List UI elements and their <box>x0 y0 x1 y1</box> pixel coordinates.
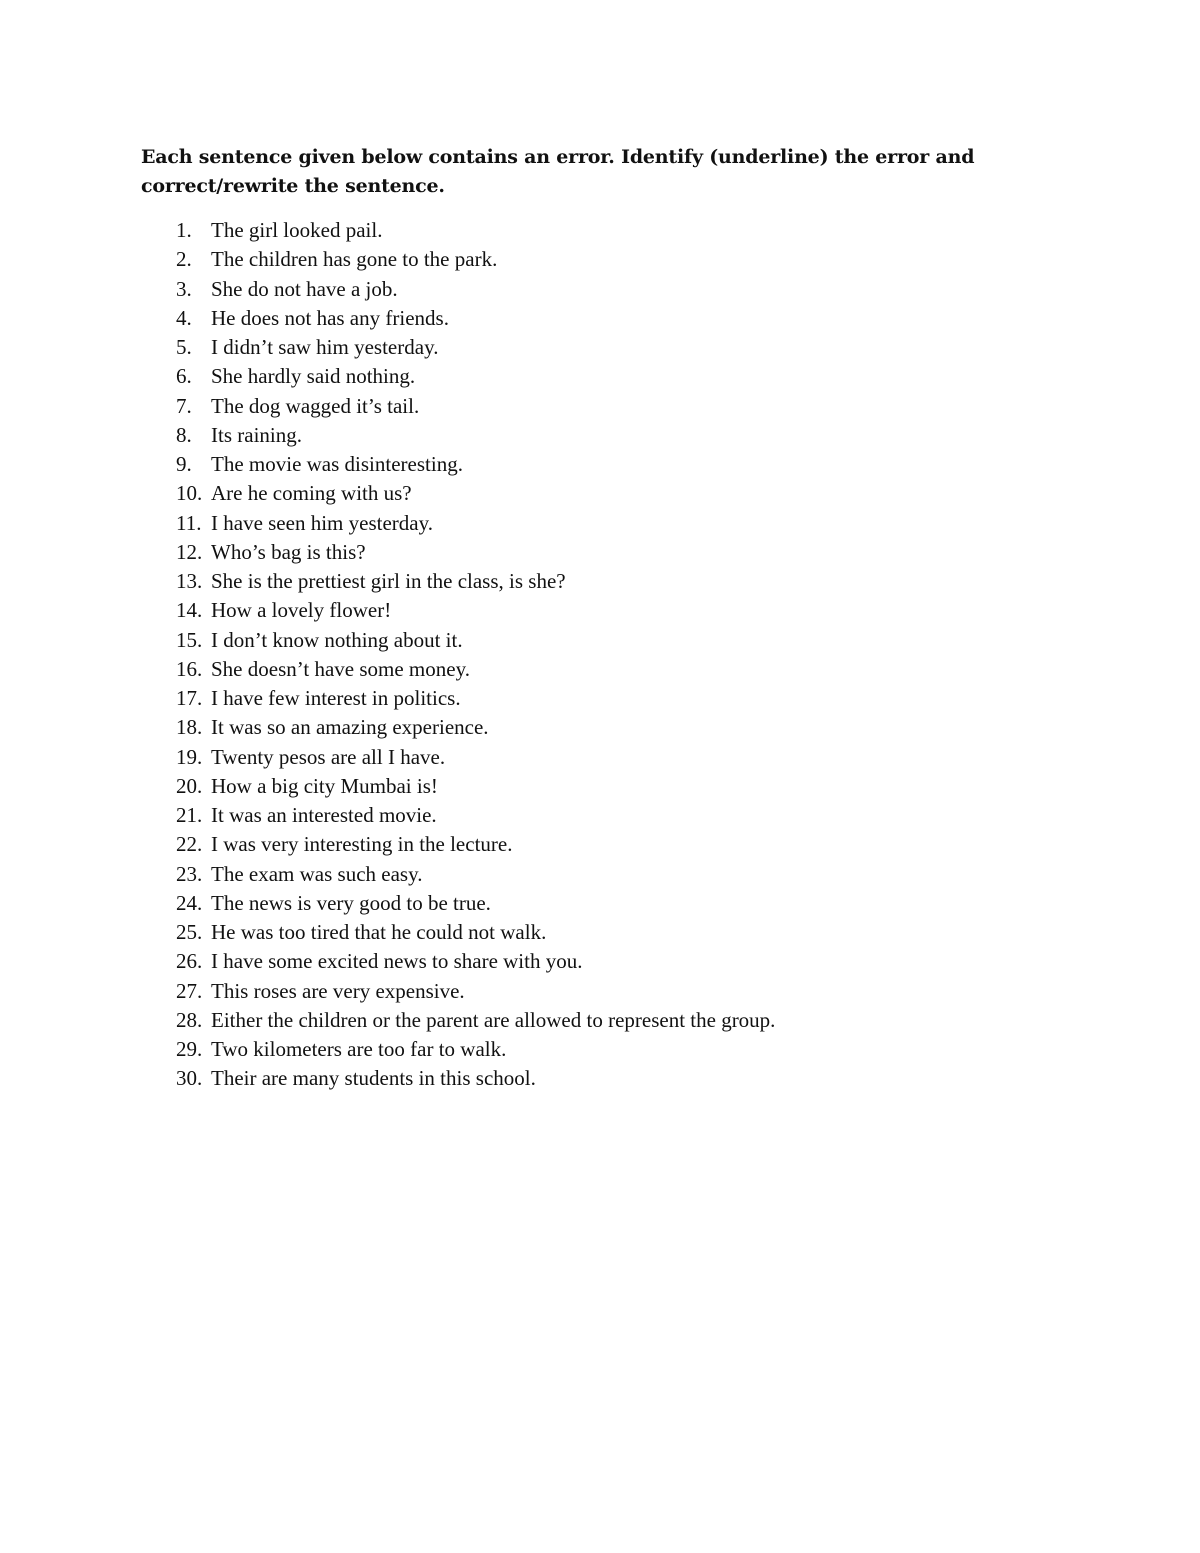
item-sentence: The children has gone to the park. <box>211 247 498 272</box>
item-number: 9. <box>176 452 192 476</box>
item-sentence: How a big city Mumbai is! <box>211 773 438 798</box>
list-item <box>0 830 1200 859</box>
list-item <box>0 596 1200 625</box>
item-number: 30. <box>176 1066 203 1091</box>
item-sentence: Are he coming with us? <box>211 481 412 506</box>
item-sentence: He was too tired that he could not walk. <box>211 920 547 944</box>
item-sentence: I didn’t saw him yesterday. <box>211 335 439 359</box>
list-item <box>0 304 1200 333</box>
item-number: 15. <box>176 627 203 652</box>
item-number: 19. <box>176 744 203 769</box>
list-item <box>0 479 1200 508</box>
list-item <box>0 275 1200 304</box>
list-item <box>0 567 1200 596</box>
list-item <box>0 801 1200 830</box>
list-item <box>0 1064 1200 1093</box>
list-item <box>0 245 1200 274</box>
item-number: 26. <box>176 949 203 974</box>
list-item <box>0 333 1200 362</box>
item-number: 28. <box>176 1007 203 1032</box>
item-number: 24. <box>176 890 203 915</box>
item-sentence: I have few interest in politics. <box>211 686 461 710</box>
item-number: 8. <box>176 422 192 447</box>
instructions-heading: Each sentence given below contains an error. Identify (underline) the error and correct/rewrite the sentence. <box>141 146 975 197</box>
item-number: 5. <box>176 335 192 359</box>
list-item <box>0 1035 1200 1064</box>
list-item <box>0 392 1200 421</box>
item-sentence: Its raining. <box>211 422 302 447</box>
item-sentence: I have some excited news to share with you. <box>211 949 583 974</box>
item-sentence: I have seen him yesterday. <box>211 510 433 535</box>
item-number: 12. <box>176 539 203 564</box>
item-number: 13. <box>176 569 203 593</box>
item-number: 29. <box>176 1037 203 1061</box>
item-number: 7. <box>176 393 192 418</box>
item-sentence: Their are many students in this school. <box>211 1066 536 1091</box>
item-number: 10. <box>176 481 203 506</box>
item-sentence: Twenty pesos are all I have. <box>211 744 446 769</box>
item-sentence: This roses are very expensive. <box>211 978 465 1003</box>
item-sentence: I was very interesting in the lecture. <box>211 832 513 857</box>
item-sentence: The exam was such easy. <box>211 861 423 886</box>
item-number: 6. <box>176 364 192 389</box>
list-item <box>0 860 1200 889</box>
list-item <box>0 362 1200 391</box>
list-item <box>0 655 1200 684</box>
item-sentence: She is the prettiest girl in the class, is she? <box>211 569 566 593</box>
item-sentence: She do not have a job. <box>211 276 398 301</box>
list-item <box>0 538 1200 567</box>
list-item <box>0 421 1200 450</box>
item-sentence: Either the children or the parent are allowed to represent the group. <box>211 1007 776 1032</box>
list-item <box>0 1006 1200 1035</box>
list-item <box>0 947 1200 976</box>
sentence-list <box>0 216 1200 1094</box>
list-item <box>0 626 1200 655</box>
item-sentence: It was so an amazing experience. <box>211 715 489 740</box>
item-sentence: It was an interested movie. <box>211 803 437 827</box>
item-sentence: The movie was disinteresting. <box>211 452 463 476</box>
list-item <box>0 216 1200 245</box>
item-sentence: The dog wagged it’s tail. <box>211 393 420 418</box>
list-item <box>0 713 1200 742</box>
item-number: 25. <box>176 920 203 944</box>
item-sentence: Two kilometers are too far to walk. <box>211 1037 507 1061</box>
item-number: 17. <box>176 686 203 710</box>
list-item <box>0 977 1200 1006</box>
item-sentence: Who’s bag is this? <box>211 539 366 564</box>
item-number: 14. <box>176 598 203 623</box>
item-number: 20. <box>176 773 203 798</box>
item-number: 1. <box>176 218 192 242</box>
list-item <box>0 509 1200 538</box>
list-item <box>0 772 1200 801</box>
item-sentence: She hardly said nothing. <box>211 364 416 389</box>
item-sentence: How a lovely flower! <box>211 598 392 623</box>
item-number: 11. <box>176 510 202 535</box>
item-number: 18. <box>176 715 203 740</box>
list-item <box>0 743 1200 772</box>
item-number: 22. <box>176 832 203 857</box>
item-sentence: I don’t know nothing about it. <box>211 627 463 652</box>
list-item <box>0 684 1200 713</box>
item-number: 16. <box>176 656 203 681</box>
list-item <box>0 889 1200 918</box>
list-item <box>0 918 1200 947</box>
item-number: 27. <box>176 978 203 1003</box>
item-number: 2. <box>176 247 192 272</box>
list-item <box>0 450 1200 479</box>
item-number: 3. <box>176 276 192 301</box>
item-sentence: He does not has any friends. <box>211 305 449 330</box>
item-number: 21. <box>176 803 203 827</box>
item-number: 4. <box>176 305 192 330</box>
item-sentence: The girl looked pail. <box>211 218 383 242</box>
item-sentence: The news is very good to be true. <box>211 890 491 915</box>
item-sentence: She doesn’t have some money. <box>211 656 470 681</box>
item-number: 23. <box>176 861 203 886</box>
